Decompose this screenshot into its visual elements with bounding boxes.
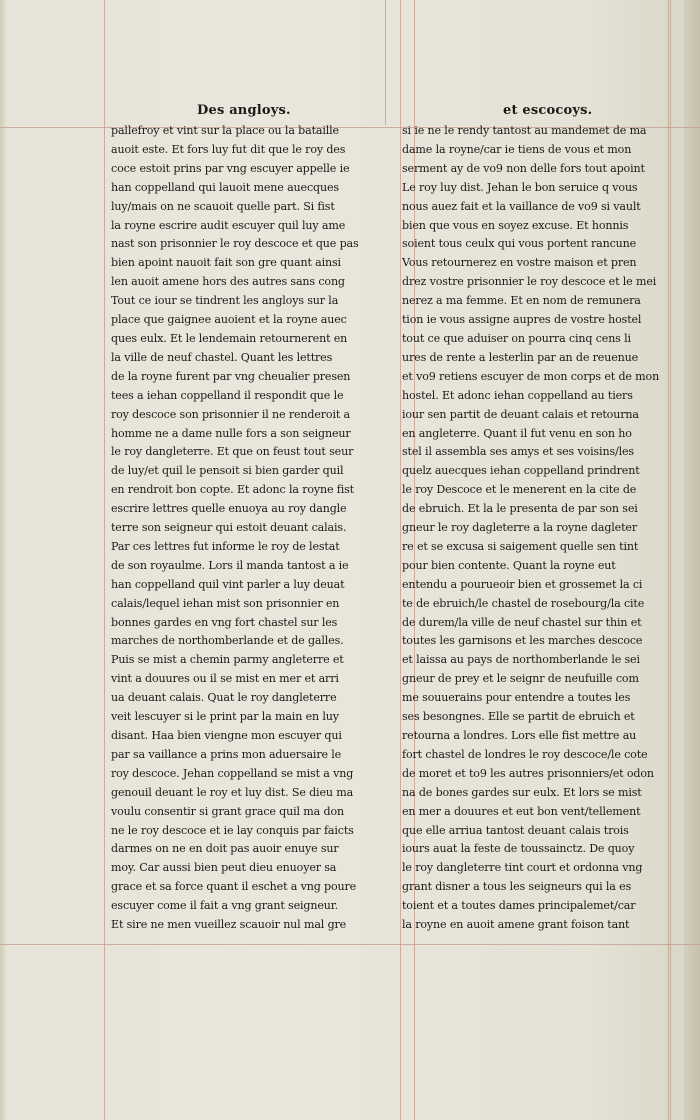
text-line: pour bien contente. Quant la royne eut (402, 558, 616, 572)
text-line: bien que vous en soyez excuse. Et honnis (402, 218, 629, 232)
text-line: roy descoce. Jehan coppelland se mist a vng (111, 766, 354, 780)
text-line: nerez a ma femme. Et en nom de remunera (402, 294, 641, 308)
text-column-right (402, 122, 682, 935)
ruling-bottom (0, 944, 700, 945)
text-line: quelz auecques iehan coppelland prindrent (402, 464, 640, 478)
text-line: tion ie vous assigne aupres de vostre hostel (402, 313, 642, 327)
text-line: genouil deuant le roy et luy dist. Se dieu ma (111, 785, 354, 799)
text-line: fort chastel de londres le roy descoce/le cote (402, 747, 648, 761)
text-line: pallefroy et vint sur la place ou la bataille (111, 124, 339, 137)
text-line: et laissa au pays de northomberlande le sei (402, 653, 640, 667)
page-edge-stack (684, 0, 700, 1120)
ruling-left (104, 0, 105, 1120)
text-line: han coppelland quil vint parler a luy deuat (111, 577, 345, 591)
text-line: roy descoce son prisonnier il ne renderoit a (111, 407, 351, 421)
text-line: terre son seigneur qui estoit deuant calais. (111, 521, 347, 535)
text-line: Vous retournerez en vostre maison et pren (402, 256, 637, 270)
text-line: le roy dangleterre. Et que on feust tout seur (111, 445, 354, 459)
text-line: de luy/et quil le pensoit si bien garder quil (111, 464, 344, 478)
text-line: entendu a pourueoir bien et grossemet la ci (402, 577, 643, 591)
text-line: han coppelland qui lauoit mene auecques (111, 180, 339, 194)
text-line: gneur le roy dagleterre a la royne dagleter (402, 521, 637, 535)
text-line: par sa vaillance a prins mon aduersaire le (111, 747, 342, 761)
text-line: dame la royne/car ie tiens de vous et mon (402, 142, 632, 156)
text-line: toutes les garnisons et les marches descoce (402, 634, 643, 648)
text-line: et vo9 retiens escuyer de mon corps et de mon (402, 369, 660, 383)
text-line: ne le roy descoce et ie lay conquis par faicts (111, 823, 354, 837)
text-line: en angleterre. Quant il fut venu en son ho (402, 426, 632, 440)
text-line: auoit este. Et fors luy fut dit que le roy des (111, 142, 346, 156)
text-line: de durem/la ville de neuf chastel sur thin et (402, 615, 642, 629)
running-header-right: et escocoys. (503, 103, 593, 118)
text-line: nous auez fait et la vaillance de vo9 si vault (402, 199, 641, 213)
text-line: grant disner a tous les seigneurs qui la es (402, 880, 632, 894)
ruling-center-top (385, 0, 386, 125)
text-line: retourna a londres. Lors elle fist mettre au (402, 729, 637, 742)
text-line: disant. Haa bien viengne mon escuyer qui (111, 729, 342, 742)
text-line: veit lescuyer si le print par la main en luy (111, 710, 339, 724)
text-line: la royne escrire audit escuyer quil luy ame (111, 218, 346, 232)
text-line: tout ce que aduiser on pourra cinq cens li (402, 331, 631, 345)
text-line: darmes on ne en doit pas auoir enuye sur (111, 842, 339, 856)
text-line: stel il assembla ses amys et ses voisins/les (402, 445, 634, 459)
text-line: serment ay de vo9 non delle fors tout apoint (402, 161, 645, 175)
text-line: escuyer come il fait a vng grant seigneur. (111, 899, 339, 913)
text-line: marches de northomberlande et de galles. (111, 634, 344, 648)
text-line: len auoit amene hors des autres sans cong (111, 275, 345, 289)
text-line: ques eulx. Et le lendemain retournerent en (111, 331, 348, 345)
text-line: bien apoint nauoit fait son gre quant ainsi (111, 256, 341, 270)
text-line: drez vostre prisonnier le roy descoce et le mei (402, 275, 657, 289)
text-line: en mer a douures et eut bon vent/tellement (402, 804, 641, 818)
text-line: ua deuant calais. Quat le roy dangleterre (111, 691, 337, 705)
text-line: Puis se mist a chemin parmy angleterre et (111, 653, 344, 667)
text-line: bonnes gardes en vng fort chastel sur les (111, 615, 338, 629)
text-line: Tout ce iour se tindrent les angloys sur la (111, 294, 339, 308)
text-line: gneur de prey et le seignr de neufuille com (402, 672, 639, 686)
text-line: na de bones gardes sur eulx. Et lors se mist (402, 785, 642, 799)
text-line: escrire lettres quelle enuoya au roy dangle (111, 502, 347, 516)
text-line: luy/mais on ne scauoit quelle part. Si fist (111, 199, 335, 213)
text-line: la ville de neuf chastel. Quant les lettres (111, 350, 333, 364)
text-line: voulu consentir si grant grace quil ma don (111, 804, 344, 818)
text-line: place que gaignee auoient et la royne auec (111, 313, 347, 327)
binding-edge (0, 0, 6, 1120)
text-column-left (111, 122, 397, 935)
text-line: grace et sa force quant il eschet a vng poure (111, 880, 357, 894)
ruling-gutter-left (400, 0, 401, 1120)
text-line: te de ebruich/le chastel de rosebourg/la cite (402, 596, 645, 610)
text-line: toient et a toutes dames principalemet/car (402, 899, 636, 913)
text-line: iours auat la feste de toussainctz. De quoy (402, 842, 635, 856)
text-line: Par ces lettres fut informe le roy de lestat (111, 539, 340, 553)
text-line: iour sen partit de deuant calais et retourna (402, 407, 639, 421)
text-line: moy. Car aussi bien peut dieu enuoyer sa (111, 861, 337, 875)
text-line: Et sire ne men vueillez scauoir nul mal gre (111, 918, 347, 932)
text-line: ses besongnes. Elle se partit de ebruich et (402, 710, 635, 724)
text-line: de son royaulme. Lors il manda tantost a ie (111, 558, 349, 572)
text-line: le roy Descoce et le menerent en la cite de (402, 483, 637, 497)
text-line: que elle arriua tantost deuant calais trois (402, 823, 629, 837)
text-line: ures de rente a lesterlin par an de reuenue (402, 350, 639, 364)
running-header-left: Des angloys. (197, 103, 291, 118)
text-line: me souuerains pour entendre a toutes les (402, 691, 631, 705)
text-line: coce estoit prins par vng escuyer appelle ie (111, 161, 350, 175)
text-line: vint a douures ou il se mist en mer et arri (111, 672, 339, 686)
text-line: calais/lequel iehan mist son prisonnier en (111, 596, 340, 610)
text-line: Le roy luy dist. Jehan le bon seruice q vous (402, 180, 638, 194)
text-line: tees a iehan coppelland il respondit que le (111, 388, 344, 402)
text-line: homme ne a dame nulle fors a son seigneur (111, 426, 351, 440)
text-line: si ie ne le rendy tantost au mandemet de ma (402, 124, 647, 137)
text-line: de ebruich. Et la le presenta de par son sei (402, 502, 638, 516)
text-line: de moret et to9 les autres prisonniers/et odon (402, 766, 654, 780)
text-line: soient tous ceulx qui vous portent rancune (402, 237, 637, 251)
text-line: de la royne furent par vng cheualier presen (111, 369, 351, 383)
text-line: nast son prisonnier le roy descoce et que pas (111, 237, 359, 251)
text-line: la royne en auoit amene grant foison tant (402, 918, 630, 932)
text-line: re et se excusa si saigement quelle sen tint (402, 539, 639, 553)
text-line: le roy dangleterre tint court et ordonna vng (402, 861, 643, 875)
text-line: hostel. Et adonc iehan coppelland au tiers (402, 388, 633, 402)
text-line: en rendroit bon copte. Et adonc la royne fist (111, 483, 354, 497)
